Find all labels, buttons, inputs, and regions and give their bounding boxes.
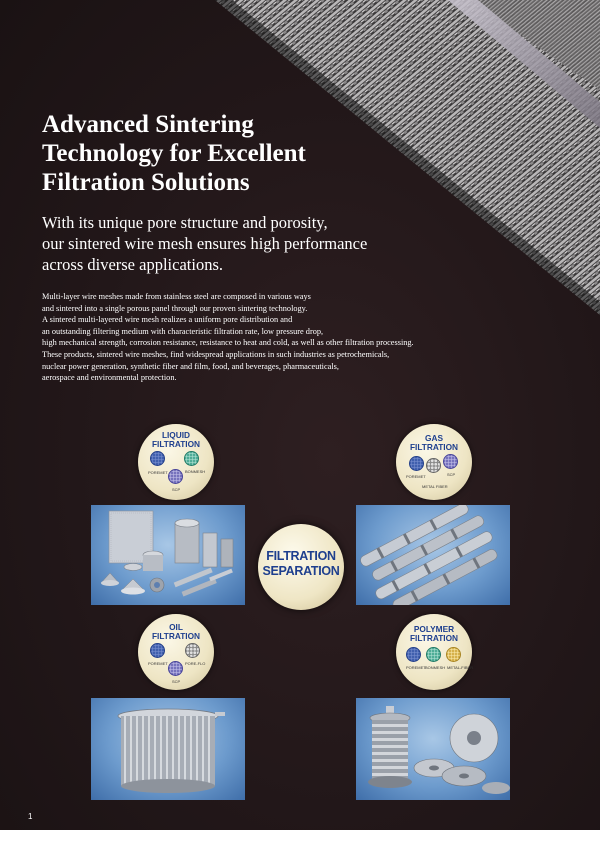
poremet-pore-icon (150, 451, 165, 466)
liquid-label-poremet: POREMET (148, 470, 168, 475)
scp-pore-icon (168, 469, 183, 484)
oil-badge-title: OIL FILTRATION (151, 622, 201, 641)
body-line-7: nuclear power generation, synthetic fiber and film, food, and beverages, pharmaceuticals, (42, 361, 339, 371)
headline (42, 110, 402, 197)
body-line-3: A sintered multi-layered wire mesh realizes a uniform pore distribution and (42, 315, 293, 325)
poremet-pore-icon (406, 647, 421, 662)
liquid-filtration-badge (138, 424, 214, 500)
filtration-separation-badge (258, 524, 344, 610)
subheadline (42, 212, 422, 275)
body-line-4: an outstanding filtering medium with characteristic filtration rate, low pressure drop, (42, 326, 324, 336)
gas-label-poremet: POREMET (406, 474, 426, 479)
oil-label-poremet: POREMET (148, 661, 168, 666)
headline-line-2: Technology for Excellent (42, 140, 306, 167)
polymer-filtration-photo (356, 698, 510, 800)
oil-filtration-badge (138, 614, 214, 690)
subheadline-line-2: our sintered wire mesh ensures high performance (42, 234, 368, 253)
filter-candles-illustration (356, 505, 510, 605)
oil-label-pore-flo: PORE-FLO (185, 661, 206, 666)
gas-label-metal-fiber: METAL FIBER (422, 484, 448, 489)
poremet-pore-icon (150, 643, 165, 658)
poremet-pore-icon (409, 456, 424, 471)
liquid-filtration-photo (91, 505, 245, 605)
polymer-label-metal-fiber: METAL-FIBER (447, 665, 474, 670)
bonmesh-pore-icon (184, 451, 199, 466)
polymer-filtration-badge (396, 614, 472, 690)
oil-label-scp: SCP (172, 679, 181, 684)
body-line-5: high mechanical strength, corrosion resistance, resistance to heat and cold, as well as other filtration processing. (42, 338, 414, 348)
polymer-label-bonmesh: BONMESH (425, 665, 446, 670)
page-number: 1 (28, 812, 33, 821)
metal-fiber-pore-icon (446, 647, 461, 662)
polymer-badge-title: POLYMER FILTRATION (409, 624, 459, 643)
gas-filtration-badge (396, 424, 472, 500)
metal-fiber-pore-icon (426, 458, 441, 473)
polymer-label-poremet: POREMET (406, 665, 426, 670)
pore-flo-pore-icon (185, 643, 200, 658)
liquid-badge-title: LIQUID FILTRATION (151, 430, 201, 449)
filter-basket-illustration (91, 698, 245, 800)
liquid-label-bonmesh: BONMESH (185, 469, 206, 474)
body-paragraph (42, 291, 600, 384)
body-line-1: Multi-layer wire meshes made from stainless steel are composed in various ways (42, 292, 311, 301)
body-line-8: aerospace and environmental protection. (42, 373, 177, 383)
headline-line-3: Filtration Solutions (42, 169, 250, 196)
bonmesh-pore-icon (426, 647, 441, 662)
subheadline-line-1: With its unique pore structure and porosity, (42, 213, 328, 232)
liquid-label-scp: SCP (172, 487, 181, 492)
body-line-2: and sintered into a single porous panel through our proven sintering technology. (42, 303, 308, 313)
scp-pore-icon (168, 661, 183, 676)
leaf-disc-filter-illustration (356, 698, 510, 800)
gas-filtration-photo (356, 505, 510, 605)
headline-line-1: Advanced Sintering (42, 111, 254, 138)
oil-filtration-photo (91, 698, 245, 800)
center-badge-text: FILTRATION SEPARATION (262, 549, 340, 578)
gas-badge-title: GAS FILTRATION (409, 433, 459, 452)
body-line-6: These products, sintered wire meshes, find widespread applications in such industries as petrochemicals, (42, 349, 390, 359)
scp-pore-icon (443, 454, 458, 469)
subheadline-line-3: across diverse applications. (42, 255, 223, 274)
filter-components-illustration (91, 505, 245, 605)
gas-label-scp: SCP (447, 472, 456, 477)
